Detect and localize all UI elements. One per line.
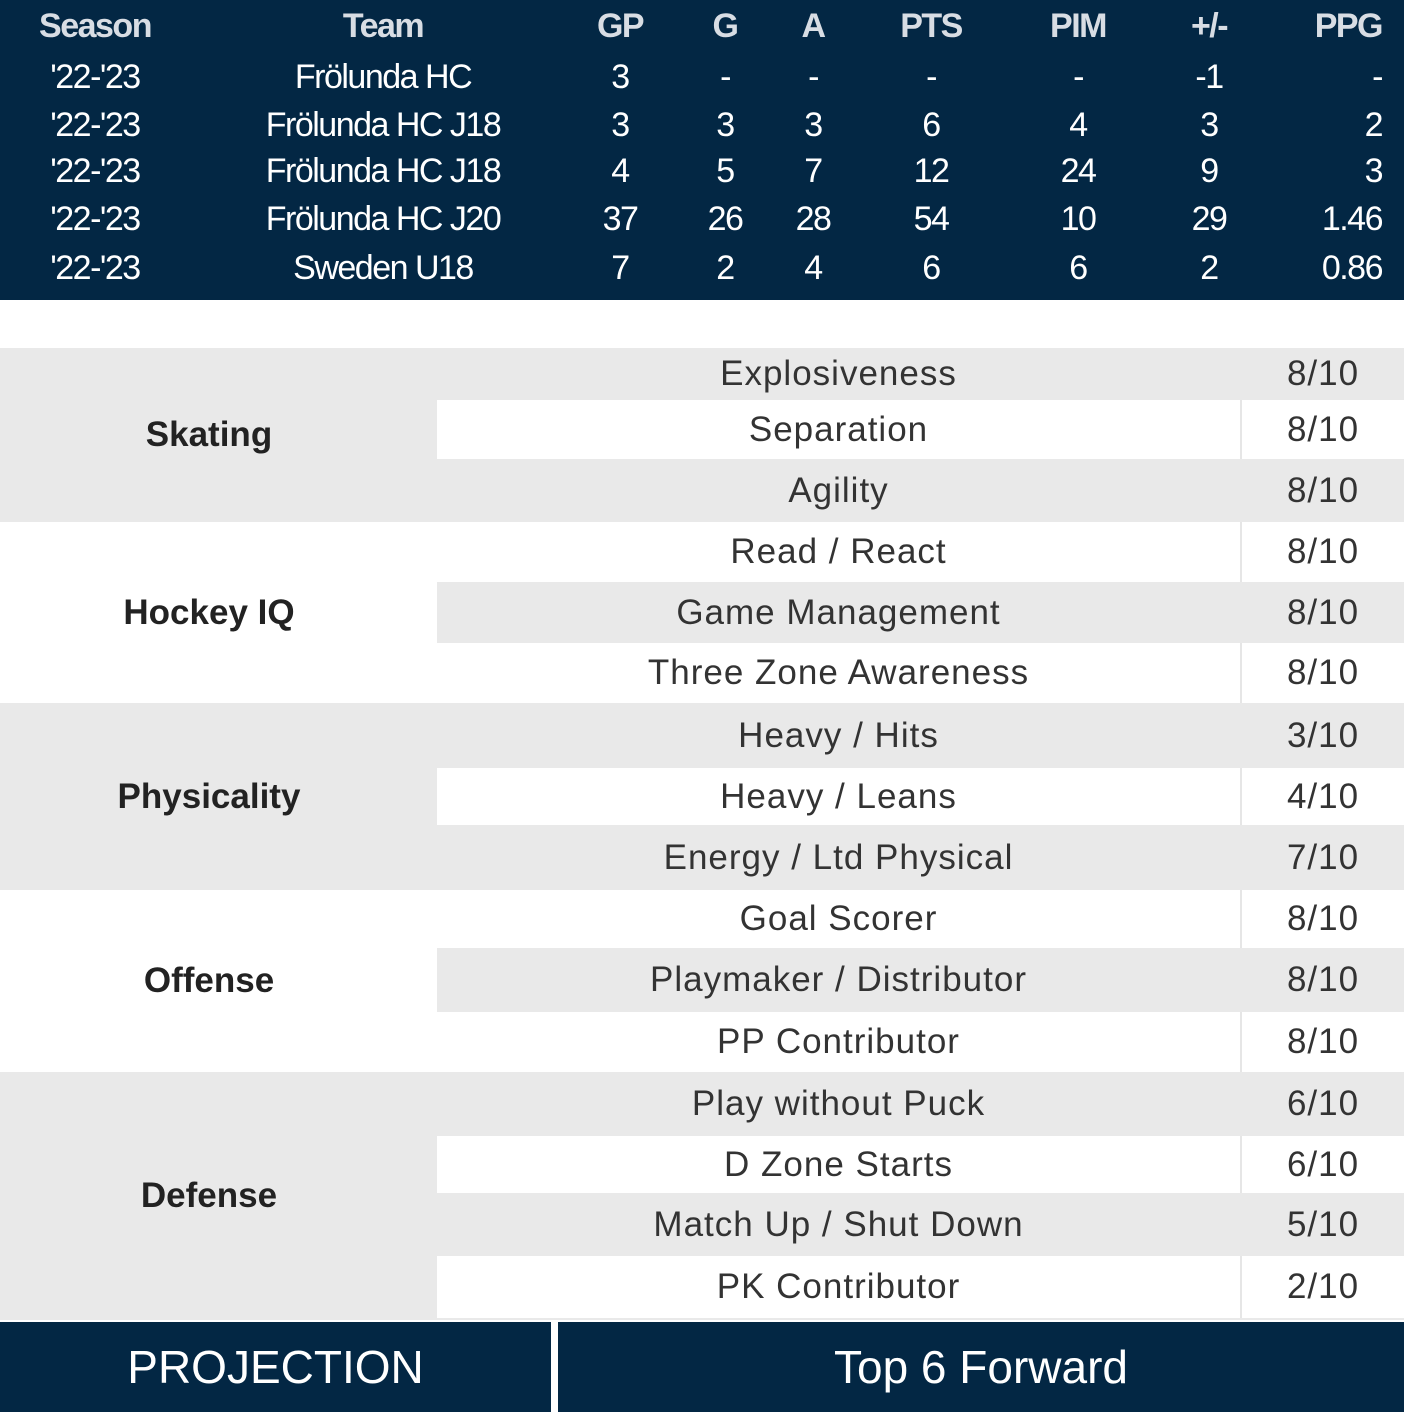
rating-score: 8/10 [1286,354,1360,393]
cell-plus-minus: 9 [1200,152,1218,190]
cell-ppg: - [1372,58,1382,96]
rating-name: Read / React [730,532,947,571]
stats-table [0,0,1404,300]
cell-pim: 10 [1060,200,1096,238]
cell-season: '22-'23 [50,249,140,287]
cell-pim: 4 [1069,106,1087,144]
cell-a: 28 [795,200,831,238]
header-plus-minus: +/- [1190,7,1228,45]
rating-row [437,522,1404,582]
cell-a: 4 [804,249,822,287]
rating-row [437,768,1404,825]
rating-score: 8/10 [1286,532,1360,571]
table-row [0,195,1404,243]
rating-score: 2/10 [1286,1267,1360,1306]
cell-season: '22-'23 [50,200,140,238]
rating-row [437,582,1404,643]
rating-row [437,703,1404,768]
cell-season: '22-'23 [50,58,140,96]
rating-row [437,825,1404,890]
cell-pts: 12 [913,152,949,190]
cell-plus-minus: -1 [1195,58,1223,96]
rating-score: 8/10 [1286,470,1360,510]
header-a: A [801,7,825,45]
header-pim: PIM [1050,7,1106,45]
category-physicality [0,703,1404,890]
rating-row [437,643,1404,703]
cell-ppg: 1.46 [1321,200,1382,238]
cell-a: 7 [804,152,822,190]
cell-plus-minus: 2 [1200,249,1218,287]
rating-score: 8/10 [1286,899,1360,938]
cell-pim: - [1073,58,1083,96]
rating-name: Play without Puck [691,1084,986,1123]
category-label: Physicality [117,776,301,816]
header-ppg: PPG [1314,7,1382,45]
cell-season: '22-'23 [50,152,140,190]
rating-score: 8/10 [1286,1022,1360,1061]
header-season: Season [39,7,151,45]
rating-score: 8/10 [1286,592,1360,632]
rating-name: Separation [748,409,929,449]
cell-gp: 3 [611,58,629,96]
header-g: G [712,7,738,45]
cell-plus-minus: 3 [1200,106,1218,144]
cell-pim: 24 [1060,152,1096,190]
header-pts: PTS [900,7,962,45]
rating-name: PK Contributor [716,1267,961,1306]
rating-name: PP Contributor [717,1022,960,1061]
rating-score: 8/10 [1286,653,1360,692]
rating-row [437,890,1404,948]
cell-season: '22-'23 [50,106,140,144]
cell-team: Frölunda HC J18 [265,106,501,144]
cell-team: Frölunda HC [294,58,472,96]
projection-value: Top 6 Forward [558,1322,1404,1412]
rating-score: 8/10 [1286,960,1360,999]
table-row [0,244,1404,292]
cell-g: 2 [716,249,734,287]
rating-name: Agility [788,470,889,510]
cell-a: 3 [804,106,822,144]
cell-pts: 54 [913,200,949,238]
rating-score: 3/10 [1286,715,1360,755]
rating-name: Goal Scorer [739,899,938,938]
header-gp: GP [596,7,644,45]
cell-ppg: 2 [1364,106,1382,144]
rating-row [437,400,1404,459]
header-team: Team [342,7,424,45]
rating-row [437,948,1404,1012]
category-label: Skating [145,415,273,454]
rating-score: 4/10 [1286,776,1360,816]
cell-plus-minus: 29 [1191,200,1227,238]
rating-row [437,348,1404,400]
ratings-table [0,348,1404,1320]
category-label: Defense [140,1176,278,1215]
category-defense [0,1072,1404,1320]
cell-team: Frölunda HC J20 [265,200,501,238]
cell-gp: 37 [602,200,638,238]
rating-name: Game Management [676,592,1001,632]
rating-row [437,1136,1404,1193]
rating-name: Three Zone Awareness [647,653,1030,692]
cell-gp: 3 [611,106,629,144]
category-label: Hockey IQ [123,592,295,632]
cell-pts: 6 [922,106,940,144]
cell-team: Sweden U18 [293,249,473,287]
rating-score: 6/10 [1286,1084,1360,1123]
cell-gp: 4 [611,152,629,190]
cell-g: 3 [716,106,734,144]
cell-ppg: 0.86 [1321,249,1382,287]
cell-gp: 7 [611,249,629,287]
cell-team: Frölunda HC J18 [265,152,501,190]
rating-score: 7/10 [1286,837,1360,877]
category-label: Offense [143,961,275,1000]
cell-pts: 6 [922,249,940,287]
cell-pts: - [926,58,936,96]
rating-name: D Zone Starts [724,1144,953,1184]
cell-g: 26 [707,200,743,238]
cell-g: 5 [716,152,734,190]
category-hockey-iq [0,522,1404,703]
rating-row [437,459,1404,522]
category-offense [0,890,1404,1072]
rating-name: Heavy / Hits [738,715,939,755]
table-row [0,147,1404,195]
rating-row [437,1193,1404,1256]
rating-score: 8/10 [1286,409,1360,449]
rating-score: 6/10 [1286,1144,1360,1184]
cell-pim: 6 [1069,249,1087,287]
rating-row [437,1072,1404,1136]
rating-name: Energy / Ltd Physical [663,837,1014,877]
stats-header-row [0,2,1404,50]
rating-score: 5/10 [1286,1204,1360,1244]
rating-row [437,1012,1404,1072]
cell-ppg: 3 [1364,152,1382,190]
cell-a: - [808,58,818,96]
rating-name: Explosiveness [720,354,957,393]
projection-label: PROJECTION [0,1322,551,1412]
rating-name: Match Up / Shut Down [653,1204,1024,1244]
rating-name: Playmaker / Distributor [650,960,1027,999]
rating-row [437,1256,1404,1318]
cell-g: - [720,58,730,96]
rating-name: Heavy / Leans [720,776,957,816]
table-row [0,53,1404,101]
table-row [0,101,1404,149]
category-skating [0,348,1404,522]
